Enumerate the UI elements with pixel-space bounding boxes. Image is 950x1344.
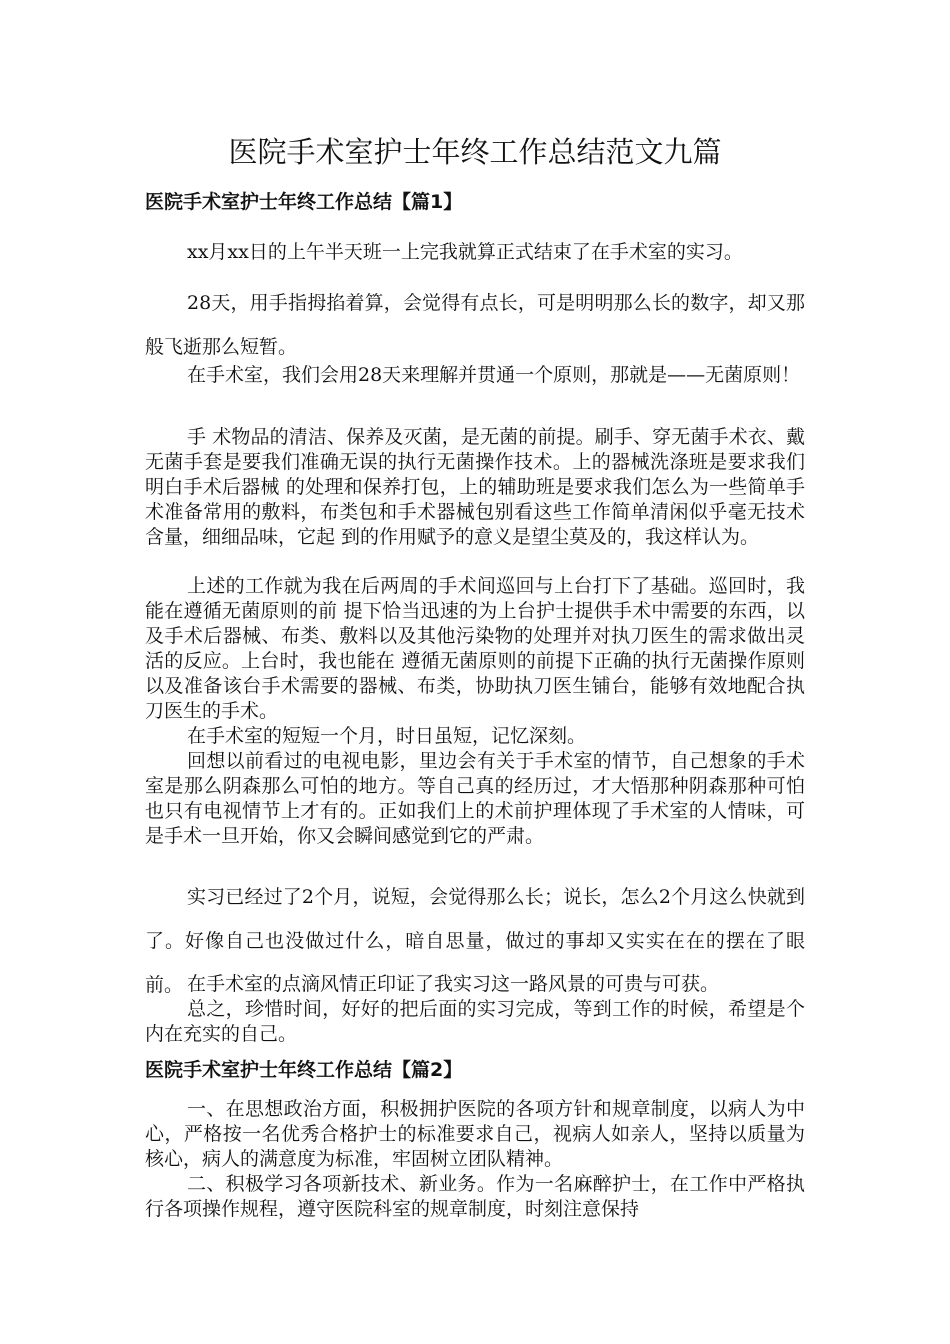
paragraph: 上述的工作就为我在后两周的手术间巡回与上台打下了基础。巡回时，我能在遵循无菌原则的前 提下恰当迅速的为上台护士提供手术中需要的东西，以及手术后器械、布类、敷料以及其他污染物的处理并对执刀医生的需求做出灵活的反应。上台时，我也能在 遵循无菌原则的前提下正确的执行无菌操作原则以及准备该台手术需要的器械、布类，协助执刀医生铺台，能够有效地配合执刀医生的手术。: [145, 575, 805, 722]
document-title: 医院手术室护士年终工作总结范文九篇: [228, 135, 722, 169]
paragraph: 实习已经过了2个月，说短，会觉得那么长；说长，怎么2个月这么快就到了。好像自己也没做过什么，暗自思量，做过的事却又实实在在的摆在了眼前。: [145, 886, 805, 996]
section-heading-1: 医院手术室护士年终工作总结【篇1】: [145, 191, 463, 213]
paragraph: 28天，用手指拇掐着算，会觉得有点长，可是明明那么长的数字，却又那般飞逝那么短暂。: [145, 292, 805, 358]
paragraph: 手 术物品的清洁、保养及灭菌，是无菌的前提。刷手、穿无菌手术衣、戴无菌手套是要我们准确无误的执行无菌操作技术。上的器械洗涤班是要求我们明白手术后器械 的处理和保养打包，上的辅助班是要求我们怎么为一些简单手术准备常用的敷料，布类包和手术器械包别看这些工作简单清闲似乎毫无技术含量，细细品味，它起 到的作用赋予的意义是望尘莫及的，我这样认为。: [145, 426, 805, 548]
paragraph: xx月xx日的上午半天班一上完我就算正式结束了在手术室的实习。: [187, 241, 743, 263]
paragraph: 在手术室的点滴风情正印证了我实习这一路风景的可贵与可获。: [187, 973, 720, 995]
section-heading-2: 医院手术室护士年终工作总结【篇2】: [145, 1059, 463, 1081]
paragraph: 总之，珍惜时间，好好的把后面的实习完成，等到工作的时候，希望是个内在充实的自己。: [145, 998, 805, 1045]
paragraph: 一、在思想政治方面，积极拥护医院的各项方针和规章制度，以病人为中心，严格按一名优秀合格护士的标准要求自己，视病人如亲人，坚持以质量为核心，病人的满意度为标准，牢固树立团队精神。: [145, 1098, 805, 1170]
paragraph: 在手术室，我们会用28天来理解并贯通一个原则，那就是——无菌原则！: [187, 364, 801, 386]
paragraph: 二、积极学习各项新技术、新业务。作为一名麻醉护士，在工作中严格执行各项操作规程，遵守医院科室的规章制度，时刻注意保持: [145, 1173, 805, 1220]
paragraph: 在手术室的短短一个月，时日虽短，记忆深刻。: [187, 725, 587, 747]
paragraph: 回想以前看过的电视电影，里边会有关于手术室的情节，自己想象的手术室是那么阴森那么可怕的地方。等自己真的经历过，才大悟那种阴森那种可怕也只有电视情节上才有的。正如我们上的术前护理体现了手术室的人情味，可是手术一旦开始，你又会瞬间感觉到它的严肃。: [145, 750, 805, 847]
